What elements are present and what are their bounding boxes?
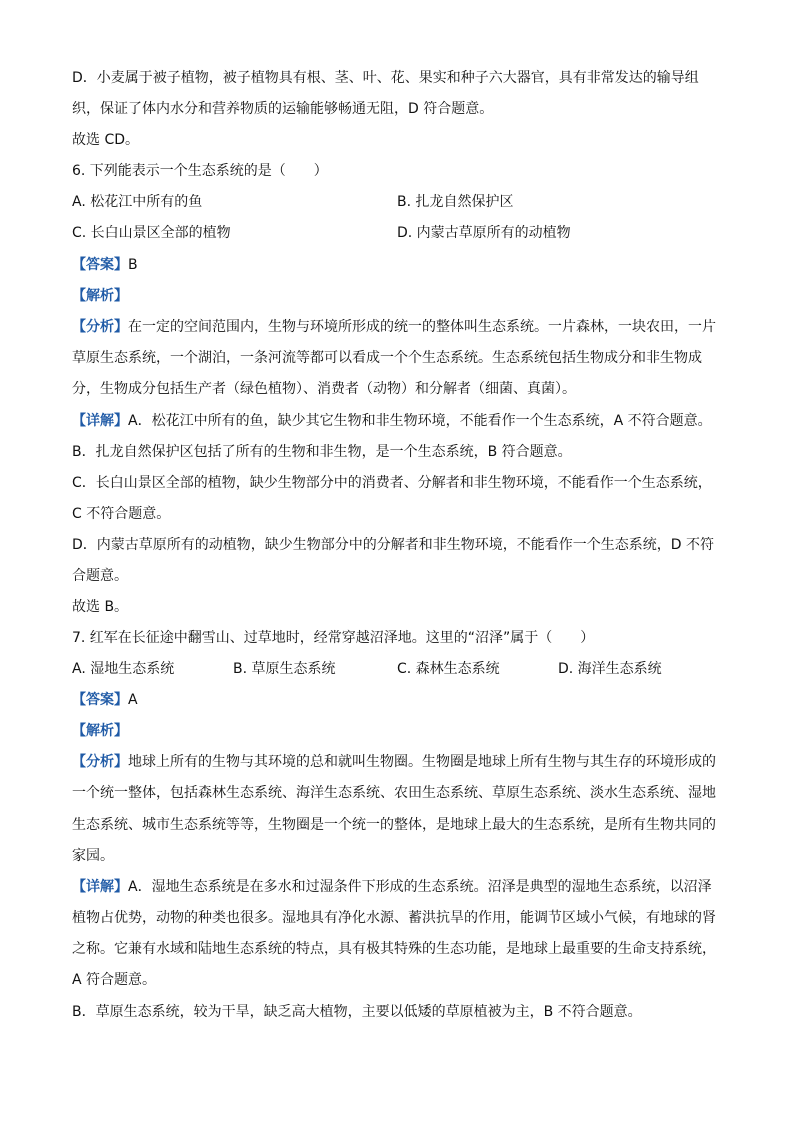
xiangjie-text: A．湿地生态系统是在多水和过湿条件下形成的生态系统。沼泽是典型的湿地生态系统，以沼泽 [128, 879, 712, 895]
text-line: 分，生物成分包括生产者（绿色植物）、消费者（动物）和分解者（细菌、真菌）。 [72, 381, 576, 397]
q6-option-b: B. 扎龙自然保护区 [397, 194, 514, 210]
text-line: 生态系统、城市生态系统等等，生物圈是一个统一的整体，是地球上最大的生态系统，是所有生物共同的 [72, 817, 716, 833]
text-line: D．内蒙古草原所有的动植物，缺少生物部分中的分解者和非生物环境，不能看作一个生态系统，D 不符 [72, 537, 715, 553]
q6-option-a: A. 松花江中所有的鱼 [72, 194, 203, 210]
q7-option-a: A. 湿地生态系统 [72, 661, 175, 677]
text-line: 故选 CD。 [72, 132, 140, 148]
text-line: A 符合题意。 [72, 972, 157, 988]
xiangjie-text: A．松花江中所有的鱼，缺少其它生物和非生物环境，不能看作一个生态系统，A 不符合题意。 [128, 413, 712, 429]
fenxi-text: 地球上所有的生物与其环境的总和就叫生物圈。生物圈是地球上所有生物与其生存的环境形成的 [128, 754, 716, 770]
fenxi-tag: 【分析】 [72, 754, 128, 770]
text-line: 之称。它兼有水域和陆地生态系统的特点，具有极其特殊的生态功能，是地球上最重要的生命支持系统， [72, 941, 716, 957]
jiexi-tag: 【解析】 [72, 723, 128, 739]
q7-xiangjie-line [72, 877, 712, 897]
answer-value: A [128, 692, 138, 708]
fenxi-text: 在一定的空间范围内，生物与环境所形成的统一的整体叫生态系统。一片森林，一块农田，一片 [128, 319, 716, 335]
text-line: C．长白山景区全部的植物，缺少生物部分中的消费者、分解者和非生物环境，不能看作一个生态系统， [72, 475, 712, 491]
q6-jiexi-line [72, 286, 128, 306]
text-line: D．小麦属于被子植物，被子植物具有根、茎、叶、花、果实和种子六大器官，具有非常发达的输导组 [72, 70, 699, 86]
answer-tag: 【答案】 [72, 692, 128, 708]
fenxi-tag: 【分析】 [72, 319, 128, 335]
text-line: 合题意。 [72, 568, 128, 584]
q7-option-b: B. 草原生态系统 [233, 661, 336, 677]
text-line: C 不符合题意。 [72, 506, 171, 522]
answer-tag: 【答案】 [72, 257, 128, 273]
xiangjie-tag: 【详解】 [72, 879, 128, 895]
q6-fenxi-line [72, 317, 716, 337]
question-6-stem: 6. 下列能表示一个生态系统的是（ ） [72, 163, 328, 179]
text-line: B．扎龙自然保护区包括了所有的生物和非生物，是一个生态系统，B 符合题意。 [72, 444, 572, 460]
question-7-stem: 7. 红军在长征途中翻雪山、过草地时，经常穿越沼泽地。这里的“沼泽”属于（ ） [72, 630, 595, 646]
q6-option-d: D. 内蒙古草原所有的动植物 [397, 225, 571, 241]
q7-option-d: D. 海洋生态系统 [558, 661, 662, 677]
xiangjie-tag: 【详解】 [72, 413, 128, 429]
q7-fenxi-line [72, 752, 716, 772]
text-line: 一个统一整体，包括森林生态系统、海洋生态系统、农田生态系统、草原生态系统、淡水生态系统、湿地 [72, 785, 716, 801]
text-line: 植物占优势，动物的种类也很多。湿地具有净化水源、蓄洪抗旱的作用，能调节区域小气候，有地球的肾 [72, 910, 716, 926]
q6-xiangjie-line [72, 411, 712, 431]
text-line: B．草原生态系统，较为干旱，缺乏高大植物，主要以低矮的草原植被为主，B 不符合题意。 [72, 1004, 642, 1020]
text-line: 家园。 [72, 848, 114, 864]
text-line: 故选 B。 [72, 599, 129, 615]
q7-option-c: C. 森林生态系统 [397, 661, 500, 677]
text-line: 织，保证了体内水分和营养物质的运输能够畅通无阻，D 符合题意。 [72, 101, 494, 117]
text-line: 草原生态系统，一个湖泊，一条河流等都可以看成一个个生态系统。生态系统包括生物成分和非生物成 [72, 350, 702, 366]
jiexi-tag: 【解析】 [72, 288, 128, 304]
answer-value: B [128, 257, 138, 273]
q6-option-c: C. 长白山景区全部的植物 [72, 225, 231, 241]
q7-jiexi-line [72, 721, 128, 741]
q6-answer-line [72, 255, 138, 275]
q7-answer-line [72, 690, 138, 710]
